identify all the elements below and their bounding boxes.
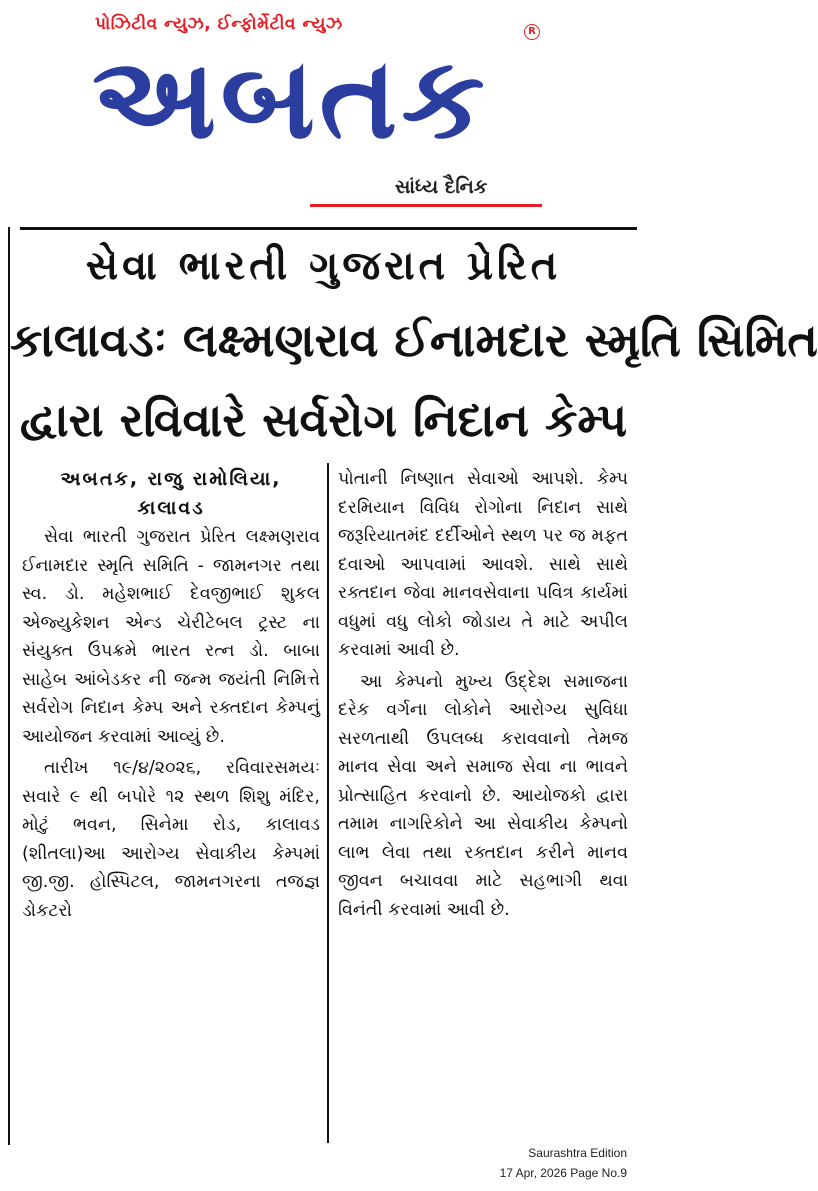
article-column-left [22, 465, 320, 925]
byline-author: અબતક, રાજુ રામોલિયા, [60, 468, 282, 490]
edition-underline [310, 204, 542, 207]
news-article [0, 215, 818, 1191]
headline-kicker: સેવા ભારતી ગુજરાત પ્રેરિત [85, 243, 562, 289]
headline-main-line-1: કાલાવડઃ લક્ષ્મણરાવ ઈનામદાર સ્મૃતિ સિમિત [10, 313, 818, 367]
masthead-tagline: પોઝિટીવ ન્યુઝ, ઈન્ફોર્મેટીવ ન્યુઝ [95, 14, 343, 34]
date-page-label: 17 Apr, 2026 Page No.9 [499, 1166, 627, 1180]
edition-label: Saurashtra Edition [528, 1146, 627, 1160]
byline-place: કાલાવડ [137, 497, 205, 519]
masthead [0, 0, 637, 215]
edition-type-label: સાંધ્ય દૈનિક [395, 176, 488, 198]
headline-main-line-2: દ્વારા રવિવારે સર્વરોગ નિદાન કેમ્પ [19, 393, 628, 447]
newspaper-logo: અબતક [92, 32, 489, 164]
body-paragraph: તારીખ ૧૯/૪/૨૦૨૬, રવિવારસમયઃ સવારે ૯ થી બપોરે ૧૨ સ્થળ શિશુ મંદિર, મોટું ભવન, સિનેમા રોડ, કાલાવડ (શીતલા)આ આરોગ્ય સેવાકીય કેમ્પમાં જી.જી. હોસ્પિટલ, જામનગરના તજજ્ઞ ડોકટરો [22, 758, 320, 921]
registered-trademark-icon: R [524, 24, 540, 40]
article-top-rule [20, 227, 637, 230]
body-paragraph: સેવા ભારતી ગુજરાત પ્રેરિત લક્ષ્મણરાવ ઈનામદાર સ્મૃતિ સમિતિ - જામનગર તથા સ્વ. ડો. મહેશભાઈ દેવજીભાઈ શુકલ એજ્યુકેશન એન્ડ ચેરીટેબલ ટ્રસ્ટ ના સંયુક્ત ઉપક્રમે ભારત રત્ન ડો. બાબા સાહેબ આંબેડકર ની જન્મ જયંતી નિમિત્તે સર્વરોગ નિદાન કેમ્પ અને રક્તદાન કેમ્પનું આયોજન કરવામાં આવ્યું છે. [22, 527, 320, 747]
column-divider [327, 463, 329, 1143]
article-column-right [338, 465, 628, 924]
body-paragraph: પોતાની નિષ્ણાત સેવાઓ આપશે. કેમ્પ દરમિયાન વિવિધ રોગોના નિદાન સાથે જરૂરિયાતમંદ દર્દીઓને સ્થળ પર જ મફત દવાઓ આપવામાં આવશે. સાથે સાથે રક્તદાન જેવા માનવસેવાના પવિત્ર કાર્યમાં વધુમાં વધુ લોકો જોડાય તે માટે અપીલ કરવામાં આવી છે. [338, 469, 628, 660]
body-paragraph: આ કેમ્પનો મુખ્ય ઉદ્દેશ સમાજના દરેક વર્ગના લોકોને આરોગ્ય સુવિધા સરળતાથી ઉપલબ્ધ કરાવવાનો તેમજ માનવ સેવા અને સમાજ સેવા ના ભાવને પ્રોત્સાહિત કરવાનો છે. આયોજકો દ્વારા તમામ નાગરિકોને આ સેવાકીય કેમ્પનો લાભ લેવા તથા રક્તદાન કરીને માનવ જીવન બચાવવા માટે સહભાગી થવા વિનંતી કરવામાં આવી છે. [338, 671, 628, 920]
